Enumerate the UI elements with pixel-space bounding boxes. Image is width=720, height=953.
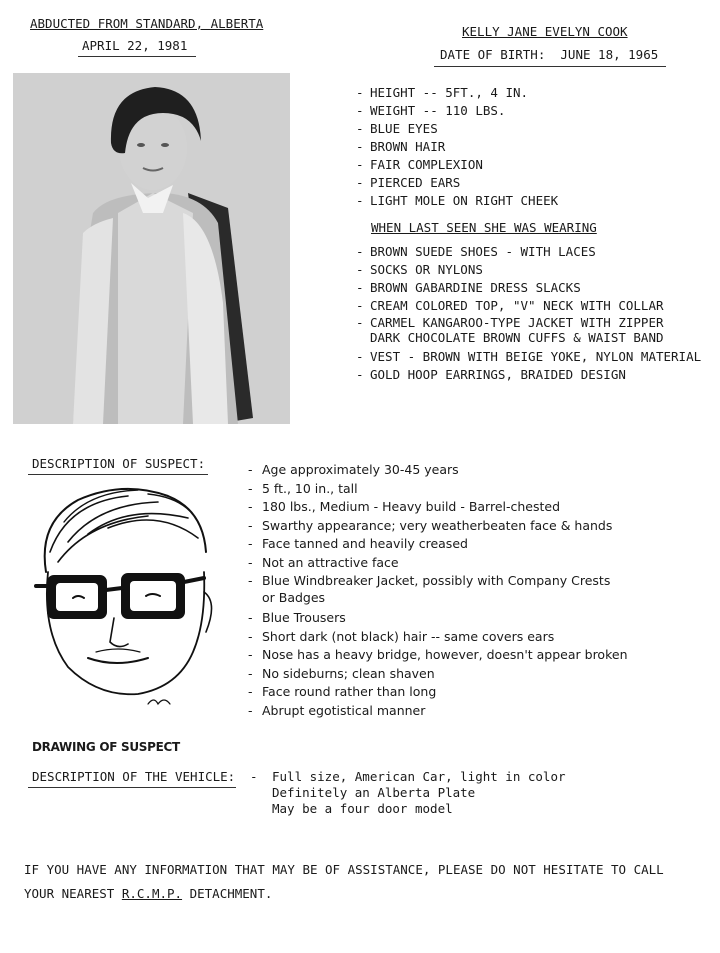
suspect-appearance: - Swarthy appearance; very weatherbeaten face & hands <box>248 517 718 536</box>
suspect-jacket: - Blue Windbreaker Jacket, possibly with Company Crests or Badges <box>248 572 718 609</box>
abducted-location: ABDUCTED FROM STANDARD, ALBERTA <box>30 16 264 31</box>
suspect-description-list <box>248 461 718 720</box>
date-of-birth: DATE OF BIRTH: JUNE 18, 1965 <box>440 47 659 62</box>
trait-complexion: - FAIR COMPLEXION <box>356 156 716 174</box>
footer-contact-suffix: DETACHMENT. <box>182 886 273 901</box>
dob-rule <box>434 66 666 67</box>
suspect-hair: - Short dark (not black) hair -- same covers ears <box>248 628 718 647</box>
clothing-vest: - VEST - BROWN WITH BEIGE YOKE, NYLON MATERIAL <box>356 348 716 366</box>
footer-contact <box>24 886 272 902</box>
suspect-age: - Age approximately 30-45 years <box>248 461 718 480</box>
trait-hair: - BROWN HAIR <box>356 138 716 156</box>
footer-contact-prefix: YOUR NEAREST <box>24 886 122 901</box>
suspect-sideburns: - No sideburns; clean shaven <box>248 665 718 684</box>
suspect-weight-build: - 180 lbs., Medium - Heavy build - Barrel-chested <box>248 498 718 517</box>
suspect-face-tanned: - Face tanned and heavily creased <box>248 535 718 554</box>
clothing-shoes: - BROWN SUEDE SHOES - WITH LACES <box>356 243 716 261</box>
trait-weight: - WEIGHT -- 110 LBS. <box>356 102 716 120</box>
suspect-trousers: - Blue Trousers <box>248 609 718 628</box>
trait-eyes: - BLUE EYES <box>356 120 716 138</box>
suspect-sketch <box>28 482 218 714</box>
trait-ears: - PIERCED EARS <box>356 174 716 192</box>
trait-mole: - LIGHT MOLE ON RIGHT CHEEK <box>356 192 716 210</box>
suspect-manner: - Abrupt egotistical manner <box>248 702 718 721</box>
clothing-socks: - SOCKS OR NYLONS <box>356 261 716 279</box>
suspect-nose: - Nose has a heavy bridge, however, doesn't appear broken <box>248 646 718 665</box>
abducted-date-rule <box>78 56 196 57</box>
suspect-heading-rule <box>28 474 208 475</box>
suspect-height: - 5 ft., 10 in., tall <box>248 480 718 499</box>
abducted-date: APRIL 22, 1981 <box>82 38 188 53</box>
footer-appeal: IF YOU HAVE ANY INFORMATION THAT MAY BE OF ASSISTANCE, PLEASE DO NOT HESITATE TO CALL <box>24 862 664 877</box>
victim-photo <box>13 73 290 424</box>
vehicle-plate: Definitely an Alberta Plate <box>272 785 476 800</box>
suspect-sketch-image <box>28 482 218 714</box>
suspect-attractiveness: - Not an attractive face <box>248 554 718 573</box>
vehicle-doors: May be a four door model <box>272 801 453 816</box>
clothing-jacket: - CARMEL KANGAROO-TYPE JACKET WITH ZIPPER DARK CHOCOLATE BROWN CUFFS & WAIST BAND <box>356 315 716 348</box>
vehicle-dash: - <box>250 769 258 784</box>
trait-height: - HEIGHT -- 5FT., 4 IN. <box>356 84 716 102</box>
clothing-top: - CREAM COLORED TOP, "V" NECK WITH COLLAR <box>356 297 716 315</box>
suspect-face-shape: - Face round rather than long <box>248 683 718 702</box>
victim-name: KELLY JANE EVELYN COOK <box>462 24 628 39</box>
clothing-slacks: - BROWN GABARDINE DRESS SLACKS <box>356 279 716 297</box>
vehicle-heading: DESCRIPTION OF THE VEHICLE: <box>32 769 236 784</box>
vehicle-details <box>272 769 566 817</box>
drawing-caption: DRAWING OF SUSPECT <box>32 740 180 754</box>
suspect-heading: DESCRIPTION OF SUSPECT: <box>32 456 206 471</box>
footer-rcmp: R.C.M.P. <box>121 886 183 901</box>
clothing-heading: WHEN LAST SEEN SHE WAS WEARING <box>371 220 597 235</box>
vehicle-size-color: Full size, American Car, light in color <box>272 769 566 784</box>
clothing-earrings: - GOLD HOOP EARRINGS, BRAIDED DESIGN <box>356 366 716 384</box>
vehicle-heading-rule <box>28 787 236 788</box>
clothing-list <box>356 243 716 384</box>
victim-traits-list <box>356 84 716 210</box>
victim-photo-image <box>13 73 290 424</box>
